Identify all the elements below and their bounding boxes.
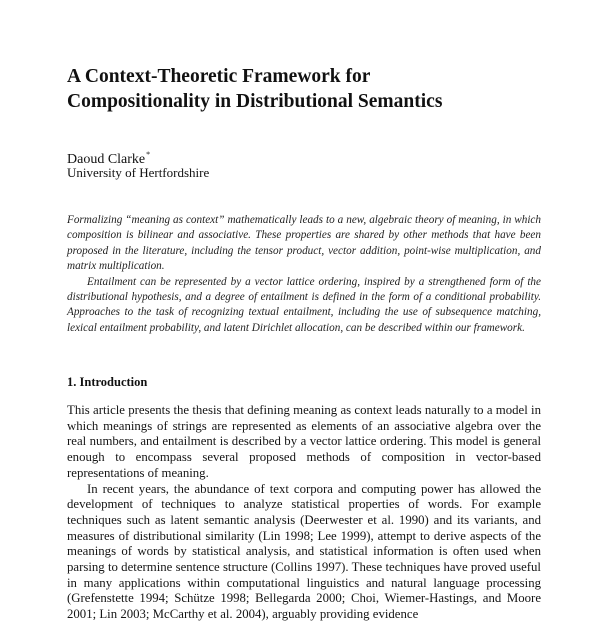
abstract-paragraph-2: Entailment can be represented by a vector lattice ordering, inspired by a strengthened form of the distributional hypothesis, and a degree of entailment is defined in the form of a conditional probability. Approaches to the task of recognizing textual entailment, including the use of subsequence matching, lexical entailment probability, and latent Dirichlet allocation, can be described within our framework. <box>67 275 541 334</box>
body-text <box>67 403 541 623</box>
section-heading: 1. Introduction <box>67 375 148 389</box>
abstract-paragraph-1: Formalizing “meaning as context” mathematically leads to a new, algebraic theory of meaning, in which composition is bilinear and associative. These properties are shared by other methods that have been proposed in the literature, including the tensor product, vector addition, point-wise multiplication, and matrix multiplication. <box>67 214 541 273</box>
title-line-2: Compositionality in Distributional Semantics <box>67 91 443 112</box>
title-line-1: A Context-Theoretic Framework for <box>67 66 371 87</box>
abstract <box>67 213 541 336</box>
author-affiliation: University of Hertfordshire <box>67 165 210 180</box>
author-name-text: Daoud Clarke <box>67 152 146 167</box>
paper-title <box>67 64 537 114</box>
body-paragraph-2: In recent years, the abundance of text corpora and computing power has allowed the development of techniques to analyze statistical properties of words. For example techniques such as latent semantic analysis (Deerwester et al. 1990) and its variants, and measures of distributional similarity (Lin 1998; Lee 1999), attempt to derive aspects of the meanings of words by statistical analysis, and statistical information is often used when parsing to determine sentence structure (Collins 1997). These techniques have proved useful in many applications within computational linguistics and natural language processing (Grefenstette 1994; Schütze 1998; Bellegarda 2000; Choi, Wiemer-Hastings, and Moore 2001; Lin 2003; McCarthy et al. 2004), arguably providing evidence <box>67 481 541 622</box>
author-footnote-mark: * <box>146 150 151 159</box>
body-paragraph-1: This article presents the thesis that defining meaning as context leads naturally to a model in which meanings of strings are represented as elements of an associative algebra over the real numbers, and entailment is described by a vector lattice ordering. This model is general enough to encompass several proposed methods of composition in vector-based representations of meaning. <box>67 403 541 480</box>
